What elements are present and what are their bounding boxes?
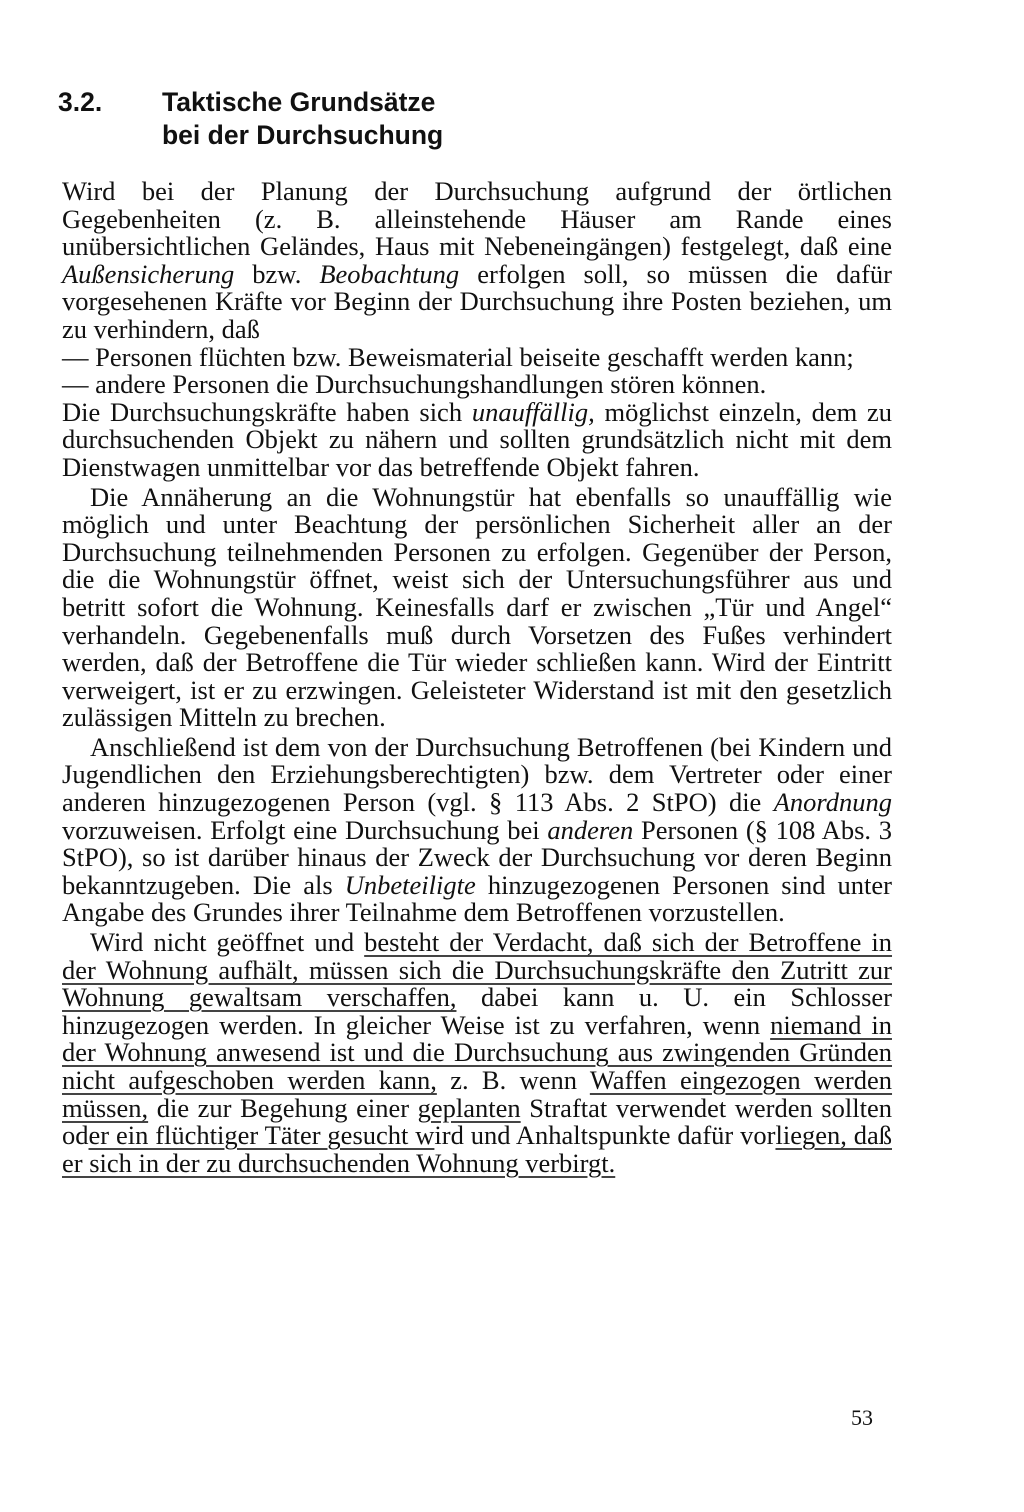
paragraph-2 bbox=[62, 396, 892, 482]
text-run: Personen (§ 108 Abs. 3 StPO), so ist darüber hinaus der Zweck der Durchsuchung vor deren Beginn bekanntzugeben. Die als bbox=[62, 814, 892, 900]
italic-term: Anordnung bbox=[773, 787, 892, 818]
text-run: Wird nicht geöffnet und bbox=[90, 927, 365, 958]
list-item: — Personen flüchten bzw. Beweismaterial beiseite geschafft werden kann; bbox=[62, 341, 854, 372]
text-run: Die Durchsuchungskräfte haben sich bbox=[62, 396, 472, 427]
text-run: vorzuweisen. Erfolgt eine Durchsuchung bei bbox=[62, 814, 548, 845]
text-run: Straftat verwendet werden sollten od bbox=[62, 1092, 892, 1151]
text-run: dabei kann u. U. ein Schlosser hinzugezogen werden. In gleicher Weise ist zu verfahren, wenn bbox=[62, 982, 892, 1040]
text-run: Wird bei der Planung der Durchsuchung aufgrund der örtlichen Gegebenheiten (z. B. alleinstehende Häuser am Rande eines unübersichtlichen Geländes, Haus mit Nebeneingängen) festgelegt, daß eine bbox=[62, 176, 892, 262]
italic-term: Unbeteiligte bbox=[344, 869, 476, 900]
underlined-passage: liegen, daß er sich in der zu durchsuchenden Wohnung verbirgt. bbox=[62, 1120, 892, 1178]
italic-term: unauffällig, bbox=[471, 396, 595, 427]
italic-term: Außensicherung bbox=[62, 258, 235, 289]
text-run: bzw. bbox=[234, 258, 320, 289]
text-run: hinzugezogenen Personen sind unter Angabe des Grundes ihrer Teilnahme dem Betroffenen vorzustellen. bbox=[62, 869, 892, 928]
text-run: erfolgen soll, so müssen die dafür vorgesehenen Kräfte vor Beginn der Durchsuchung ihre Posten beziehen, um zu verhindern, daß bbox=[62, 258, 892, 344]
paragraph-1 bbox=[62, 178, 892, 344]
text-run: möglichst einzeln, dem zu durchsuchenden Objekt zu nähern und sollten grundsätzlich nicht mit dem Dienstwagen unmittelbar vor das betreffende Objekt fahren. bbox=[62, 396, 892, 482]
italic-term: anderen bbox=[547, 814, 634, 845]
page-number: 53 bbox=[851, 1405, 873, 1430]
text-run: ird und Anhaltspunkte dafür vor bbox=[434, 1120, 776, 1151]
section-number: 3.2. bbox=[58, 87, 103, 117]
underlined-passage: besteht der Verdacht, daß sich der Betroffene in der Wohnung aufhält, müssen sich die Durchsuchungskräfte den Zutritt zur Wohnung gewaltsam verschaffen, bbox=[62, 927, 893, 1013]
section-title-line-2: bei der Durchsuchung bbox=[162, 120, 444, 150]
text-run: z. B. wenn bbox=[436, 1065, 590, 1095]
underlined-passage: geplanten bbox=[417, 1092, 521, 1123]
list-item: — andere Personen die Durchsuchungshandlungen stören können. bbox=[62, 369, 767, 400]
paragraph-5 bbox=[62, 929, 892, 1177]
section-title-line-1: Taktische Grundsätze bbox=[162, 87, 436, 117]
section-title bbox=[162, 86, 443, 152]
underlined-passage: niemand in der Wohnung anwesend ist und die Durchsuchung aus zwingenden Gründen nicht aufgeschoben werden kann, bbox=[62, 1009, 892, 1095]
underlined-passage: er ein flüchtiger Täter gesucht w bbox=[88, 1120, 435, 1151]
book-page bbox=[58, 86, 893, 1178]
paragraph-3: Die Annäherung an die Wohnungstür hat ebenfalls so unauffällig wie möglich und unter Beachtung der persönlichen Sicherheit aller an der Durchsuchung teilnehmenden Personen zu erfolgen. Gegenüber der Person, die die Wohnungstür öffnet, weist sich der Untersuchungsführer aus und betritt sofort die Wohnung. Keinesfalls darf er zwischen „Tür und Angel“ verhandeln. Gegebenenfalls muß durch Vorsetzen des Fußes verhindert werden, daß der Betroffene die Tür wieder schließen kann. Wird der Eintritt verweigert, ist er zu erzwingen. Geleisteter Widerstand ist mit den gesetzlich zulässigen Mitteln zu brechen. bbox=[62, 481, 892, 733]
underlined-passage: Waffen eingezogen werden müssen, bbox=[62, 1065, 893, 1123]
text-run: die zur Begehung einer bbox=[148, 1092, 418, 1123]
paragraph-4 bbox=[62, 731, 892, 928]
text-run: Anschließend ist dem von der Durchsuchung Betroffenen (bei Kindern und Jugendlichen den Erziehungsberechtigten) bzw. dem Vertreter oder einer anderen hinzugezogenen Person (vgl. § 113 Abs. 2 StPO) die bbox=[62, 731, 892, 818]
body-text bbox=[62, 178, 892, 1177]
section-heading bbox=[58, 86, 892, 152]
italic-term: Beobachtung bbox=[319, 258, 460, 289]
